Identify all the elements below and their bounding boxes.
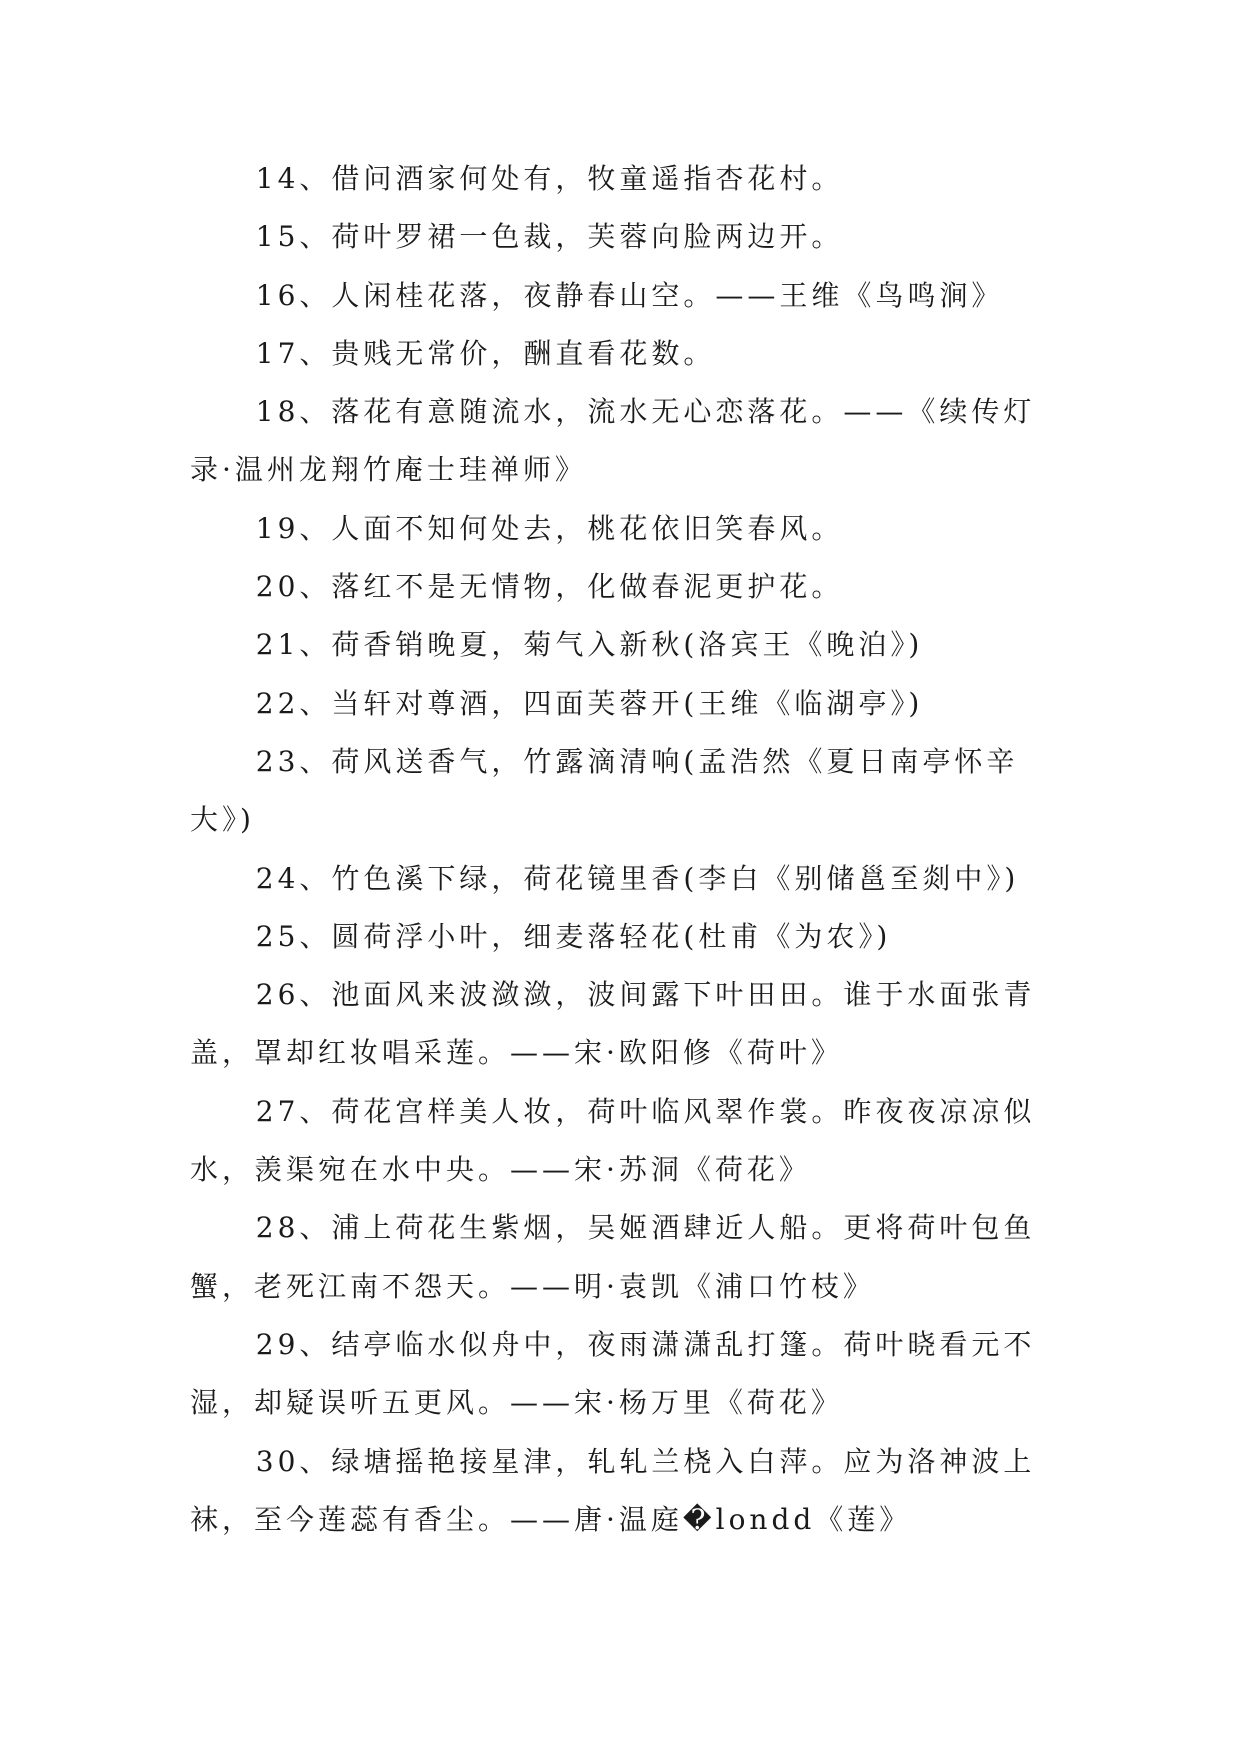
poem-line-23: 23、荷风送香气，竹露滴清响(孟浩然《夏日南亭怀辛大》) bbox=[190, 744, 1019, 837]
poem-line-19: 19、人面不知何处去，桃花依旧笑春风。 bbox=[255, 511, 844, 545]
poem-line-16: 16、人闲桂花落，夜静春山空。——王维《鸟鸣涧》 bbox=[255, 278, 1004, 312]
poem-line-30: 30、绿塘摇艳接星津，轧轧兰桡入白萍。应为洛神波上袜，至今莲蕊有香尘。——唐·温庭�londd《莲》 bbox=[190, 1444, 1036, 1536]
poem-line-15: 15、荷叶罗裙一色裁，芙蓉向脸两边开。 bbox=[255, 220, 844, 254]
poem-line-22: 22、当轩对尊酒，四面芙蓉开(王维《临湖亭》) bbox=[255, 686, 924, 720]
poem-line-24: 24、竹色溪下绿，荷花镜里香(李白《别储邕至剡中》) bbox=[255, 861, 1020, 895]
poem-line-20: 20、落红不是无情物，化做春泥更护花。 bbox=[255, 570, 844, 604]
poem-line-21: 21、荷香销晚夏，菊气入新秋(洛宾王《晚泊》) bbox=[255, 628, 924, 662]
poem-line-17: 17、贵贱无常价，酬直看花数。 bbox=[255, 336, 716, 370]
poem-line-14: 14、借问酒家何处有，牧童遥指杏花村。 bbox=[255, 162, 844, 195]
poem-line-26: 26、池面风来波潋潋，波间露下叶田田。谁于水面张青盖，罩却红妆唱采莲。——宋·欧阳修《荷叶》 bbox=[190, 978, 1036, 1070]
poem-line-25: 25、圆荷浮小叶，细麦落轻花(杜甫《为农》) bbox=[255, 919, 892, 953]
poem-line-29: 29、结亭临水似舟中，夜雨潇潇乱打篷。荷叶晓看元不湿，却疑误听五更风。——宋·杨万里《荷花》 bbox=[190, 1327, 1036, 1420]
poem-line-27: 27、荷花宫样美人妆，荷叶临风翠作裳。昨夜夜凉凉似水，羡渠宛在水中央。——宋·苏洞《荷花》 bbox=[190, 1094, 1036, 1187]
document-body bbox=[190, 150, 1050, 1549]
poem-line-18: 18、落花有意随流水，流水无心恋落花。——《续传灯录·温州龙翔竹庵士珪禅师》 bbox=[190, 395, 1036, 487]
poem-line-28: 28、浦上荷花生紫烟，吴姬酒肆近人船。更将荷叶包鱼蟹，老死江南不怨天。——明·袁凯《浦口竹枝》 bbox=[190, 1211, 1036, 1303]
